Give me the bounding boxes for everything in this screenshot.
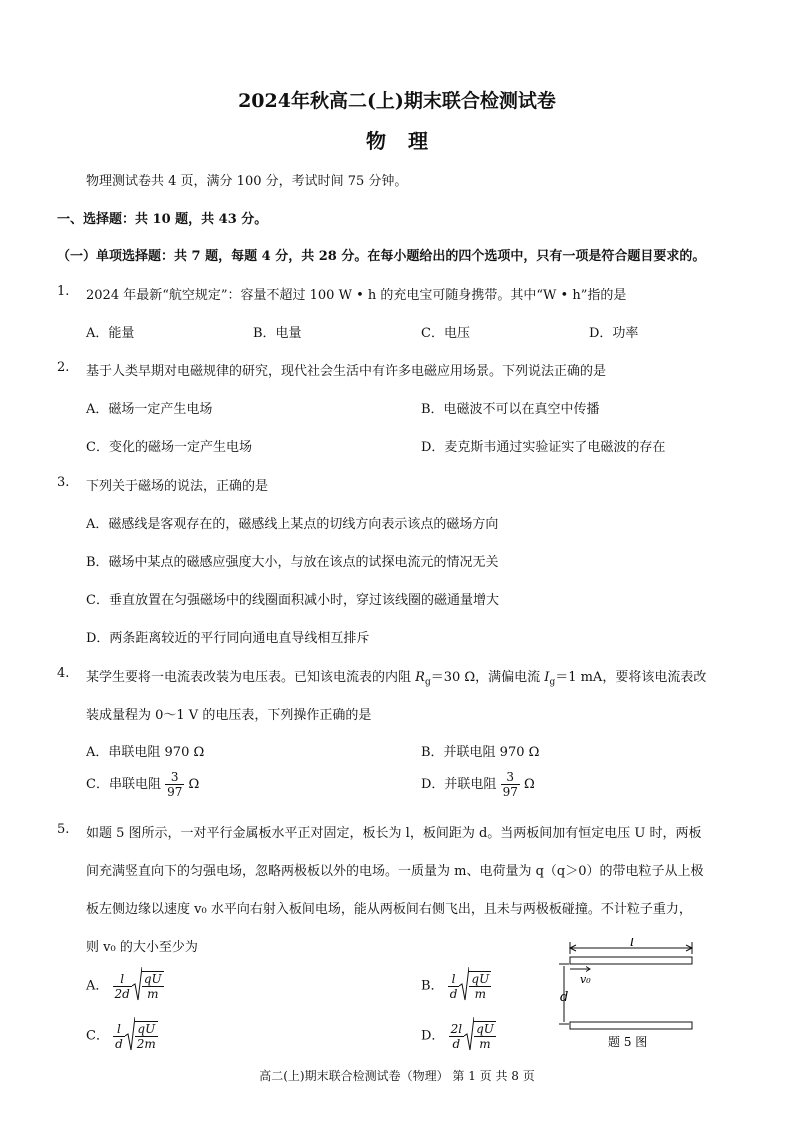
frac-den: m <box>147 987 159 1001</box>
question-number: 3. <box>57 475 70 490</box>
question-number: 2. <box>57 360 70 375</box>
page-footer: 高二(上)期末联合检测试卷（物理） 第 1 页 共 8 页 <box>259 1069 535 1083</box>
fraction <box>113 972 132 1001</box>
velocity-label: v₀ <box>580 973 591 986</box>
subscript-g: g <box>424 677 431 688</box>
question-number: 1. <box>57 284 70 299</box>
question-text-cont: 则 v₀ 的大小至少为 <box>86 940 198 955</box>
frac-num: qU <box>143 972 162 986</box>
frac-den: m <box>474 987 486 1001</box>
option-a: A．能量 <box>86 326 135 341</box>
fraction <box>165 770 184 799</box>
upper-plate <box>570 957 692 964</box>
frac-den: 2m <box>136 1037 156 1051</box>
figure-caption: 题 5 图 <box>608 1035 648 1049</box>
frac-num: l <box>448 972 460 987</box>
length-label: l <box>630 938 635 950</box>
frac-den: d <box>452 1036 461 1051</box>
frac-num: 2l <box>450 1021 463 1036</box>
option-c <box>86 770 199 799</box>
option-d: D．功率 <box>589 326 639 341</box>
frac-den: m <box>479 1037 491 1051</box>
option-c: C．变化的磁场一定产生电场 <box>86 440 252 455</box>
option-a: A．磁场一定产生电场 <box>86 402 213 417</box>
subscript-g: g <box>549 677 556 688</box>
subject-title: 物理 <box>366 129 450 153</box>
option-label: A． <box>86 978 109 994</box>
unit: Ω <box>188 777 200 792</box>
fraction <box>449 1022 464 1051</box>
option-label: B． <box>421 978 444 994</box>
q4-text-part: ＝1 mA，要将该电流表改 <box>555 670 707 685</box>
sqrt-sign <box>459 966 469 1006</box>
option-c: C．电压 <box>421 326 470 341</box>
option-d <box>421 1016 496 1056</box>
gap-label: d <box>560 990 569 1005</box>
question-number: 5. <box>57 822 70 837</box>
q4-text-part: 某学生要将一电流表改装为电压表。已知该电流表的内阻 <box>86 670 416 685</box>
sqrt-sign <box>132 966 142 1006</box>
fraction <box>448 972 460 1001</box>
parallel-plates-diagram <box>552 938 702 1050</box>
exam-title: 2024年秋高二(上)期末联合检测试卷 <box>238 90 556 112</box>
option-c <box>86 1016 158 1056</box>
question-text-cont: 间充满竖直向下的匀强电场，忽略两极板以外的电场。一质量为 m、电荷量为 q（q＞0）的带电粒子从上极 <box>86 864 704 879</box>
option-label: C．串联电阻 <box>86 777 161 792</box>
option-a: A．串联电阻 970 Ω <box>86 745 205 760</box>
option-b: B．电磁波不可以在真空中传播 <box>421 402 600 417</box>
frac-num: qU <box>471 972 490 986</box>
question-number: 4. <box>57 666 70 681</box>
lower-plate <box>570 1022 692 1029</box>
frac-den: d <box>115 1036 123 1051</box>
unit: Ω <box>524 777 535 792</box>
fraction <box>113 1022 125 1051</box>
radicand <box>142 971 164 1001</box>
frac-den: 97 <box>502 785 518 799</box>
frac-den: d <box>449 986 458 1001</box>
question-text-cont: 装成量程为 0～1 V 的电压表，下列操作正确的是 <box>86 708 372 723</box>
question-text-cont: 板左侧边缘以速度 v₀ 水平向右射入板间电场，能从两板间右侧飞出，且未与两极板碰撞。不计粒子重力， <box>86 902 692 917</box>
frac-num: l <box>113 1022 125 1037</box>
option-d <box>421 770 535 799</box>
option-label: D．并联电阻 <box>421 777 497 792</box>
symbol-r: R <box>415 670 425 685</box>
subsection-heading: （一）单项选择题：共 7 题，每题 4 分，共 28 分。在每小题给出的四个选项中，只有一项是符合题目要求的。 <box>57 249 706 264</box>
frac-num: 3 <box>501 770 520 785</box>
frac-num: qU <box>135 1022 158 1037</box>
frac-num: 3 <box>165 770 184 785</box>
question-text: 如题 5 图所示，一对平行金属板水平正对固定，板长为 l，板间距为 d。当两板间加有恒定电压 U 时，两板 <box>86 826 702 841</box>
question-text <box>86 666 706 688</box>
section-heading: 一、选择题：共 10 题，共 43 分。 <box>57 212 268 227</box>
option-b: B．磁场中某点的磁感应强度大小，与放在该点的试探电流元的情况无关 <box>86 555 499 570</box>
sqrt-sign <box>464 1016 474 1056</box>
frac-num: l <box>113 972 132 987</box>
radicand <box>469 971 491 1001</box>
option-d: D．麦克斯韦通过实验证实了电磁波的存在 <box>421 440 666 455</box>
sqrt-sign <box>125 1016 135 1056</box>
radicand <box>474 1021 496 1051</box>
option-d: D．两条距离较近的平行同向通电直导线相互排斥 <box>86 631 370 646</box>
q4-text-part: ＝30 Ω，满偏电流 <box>430 670 545 685</box>
fraction <box>501 770 520 799</box>
option-a: A．磁感线是客观存在的，磁感线上某点的切线方向表示该点的磁场方向 <box>86 517 499 532</box>
option-b <box>421 966 491 1006</box>
option-label: D． <box>421 1028 445 1044</box>
option-b: B．电量 <box>253 326 302 341</box>
option-c: C．垂直放置在匀强磁场中的线圈面积减小时，穿过该线圈的磁通量增大 <box>86 593 499 608</box>
exam-intro: 物理测试卷共 4 页，满分 100 分，考试时间 75 分钟。 <box>86 174 408 189</box>
option-b: B．并联电阻 970 Ω <box>421 745 540 760</box>
option-label: C． <box>86 1028 109 1044</box>
question-text: 2024 年最新“航空规定”：容量不超过 100 W • h 的充电宝可随身携带。其中“W • h”指的是 <box>86 288 627 303</box>
symbol-i: I <box>544 670 550 685</box>
option-a <box>86 966 164 1006</box>
question-text: 基于人类早期对电磁规律的研究，现代社会生活中有许多电磁应用场景。下列说法正确的是 <box>86 364 607 379</box>
question-text: 下列关于磁场的说法，正确的是 <box>86 479 269 494</box>
radicand <box>135 1021 158 1051</box>
figure-5 <box>552 938 702 1050</box>
frac-den: 97 <box>167 785 183 799</box>
frac-den: 2d <box>114 986 130 1001</box>
frac-num: qU <box>476 1022 494 1036</box>
